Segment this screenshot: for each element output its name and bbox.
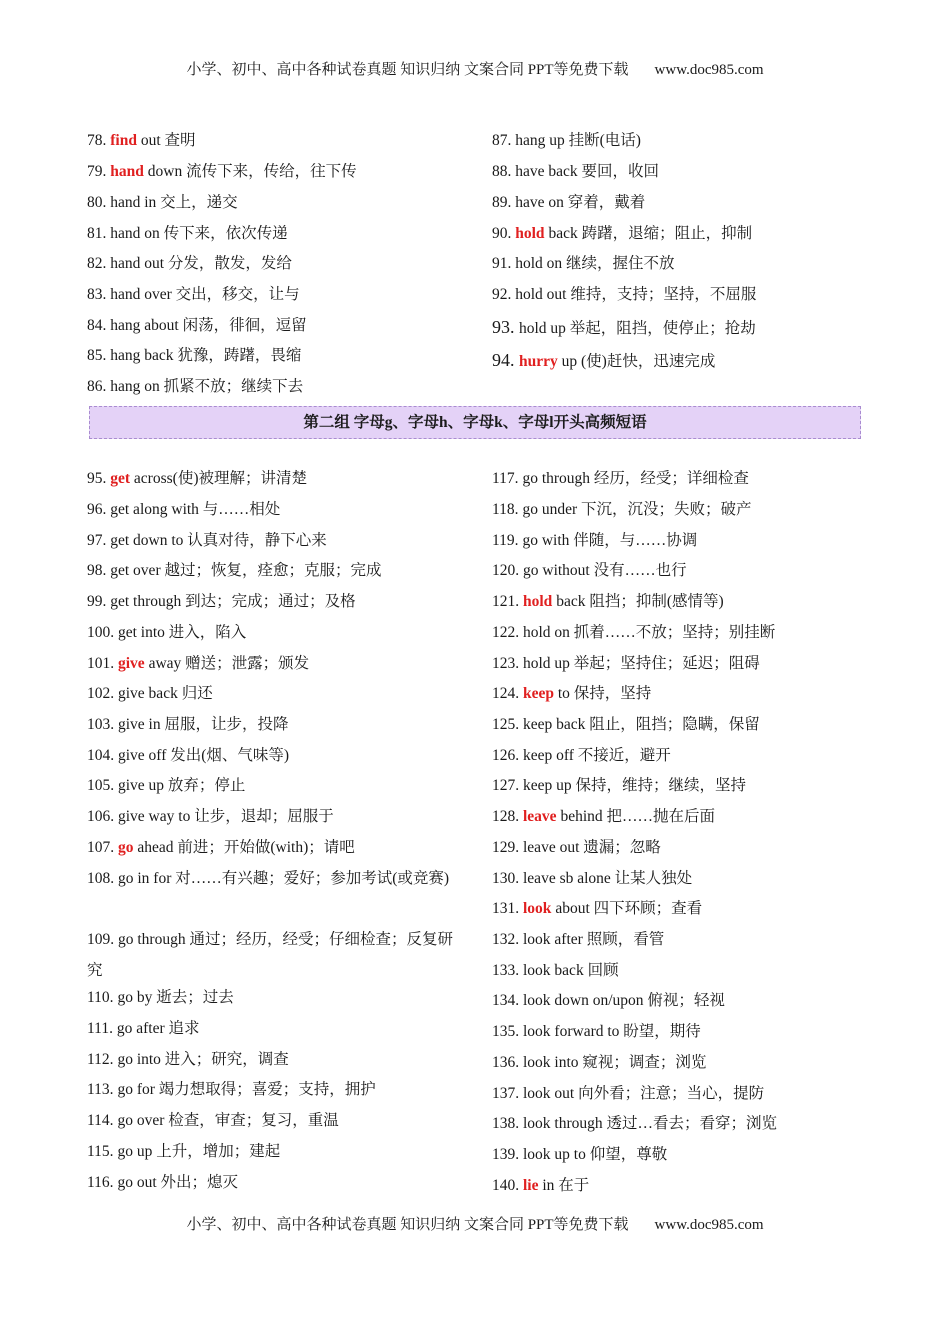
phrase-text: get through 到达；完成；通过；及格	[110, 593, 356, 610]
phrase-number: 111.	[87, 1020, 117, 1037]
phrase-text: look after 照顾，看管	[523, 931, 665, 948]
phrase-number: 81.	[87, 225, 111, 242]
phrase-number: 121.	[492, 593, 523, 610]
phrase-number: 93.	[492, 317, 519, 337]
phrase-number: 106.	[87, 808, 118, 825]
phrase-item	[492, 710, 872, 741]
phrase-number: 83.	[87, 286, 111, 303]
phrase-text: look through 透过…看去；看穿；浏览	[523, 1115, 778, 1132]
page-footer	[0, 1213, 950, 1234]
phrase-item	[87, 587, 467, 618]
phrase-keyword: go	[118, 839, 134, 856]
phrase-item	[492, 1140, 872, 1171]
phrase-text: get along with 与……相处	[110, 501, 281, 518]
phrase-keyword: hold	[515, 225, 545, 242]
phrase-text: keep off 不接近，避开	[523, 747, 671, 764]
phrase-item	[492, 345, 872, 378]
phrase-number: 118.	[492, 501, 523, 518]
phrase-item	[87, 771, 467, 802]
phrase-item	[87, 188, 467, 219]
phrase-item	[492, 956, 872, 987]
phrase-item	[87, 1014, 467, 1045]
phrase-text: go under 下沉，沉没；失败；破产	[522, 501, 752, 518]
phrase-text: go out 外出；熄灭	[117, 1174, 238, 1191]
phrase-item	[492, 526, 872, 557]
phrase-item	[492, 1109, 872, 1140]
phrase-item	[492, 986, 872, 1017]
phrase-text: look into 窥视；调查；浏览	[523, 1054, 707, 1071]
phrase-item	[87, 1137, 467, 1168]
phrase-item	[87, 464, 467, 495]
phrase-number: 88.	[492, 163, 516, 180]
phrase-text: go by 逝去；过去	[117, 989, 234, 1006]
phrase-item	[87, 341, 467, 372]
phrase-item	[87, 126, 467, 157]
phrase-text: back 阻挡；抑制(感情等)	[552, 593, 724, 610]
phrase-text: out 查明	[136, 132, 196, 149]
phrase-keyword: hand	[110, 163, 144, 180]
phrase-text: across(使)被理解；讲清楚	[130, 470, 307, 487]
phrase-number: 123.	[492, 655, 523, 672]
phrase-number: 96.	[87, 501, 111, 518]
phrase-number: 80.	[87, 194, 111, 211]
phrase-item	[87, 311, 467, 342]
phrase-item	[492, 126, 872, 157]
phrase-keyword: hurry	[519, 353, 558, 370]
phrase-number: 78.	[87, 132, 111, 149]
phrase-number: 131.	[492, 900, 523, 917]
phrase-number: 95.	[87, 470, 111, 487]
phrase-number: 136.	[492, 1054, 523, 1071]
phrase-text: keep up 保持，维持；继续，坚持	[523, 777, 747, 794]
footer-site: www.doc985.com	[654, 1217, 764, 1233]
phrase-text: hand out 分发，散发，发给	[110, 255, 292, 272]
phrase-text: get down to 认真对待，静下心来	[110, 532, 327, 549]
phrase-item	[492, 833, 872, 864]
phrase-item	[87, 556, 467, 587]
phrase-number: 137.	[492, 1085, 523, 1102]
phrase-number: 115.	[87, 1143, 118, 1160]
phrase-item	[492, 649, 872, 680]
phrase-number: 82.	[87, 255, 111, 272]
phrase-number: 124.	[492, 685, 523, 702]
phrase-item	[87, 372, 467, 403]
phrase-item	[87, 710, 467, 741]
phrase-text: go after 追求	[116, 1020, 200, 1037]
phrase-number: 90.	[492, 225, 516, 242]
phrase-item	[492, 741, 872, 772]
phrase-item	[492, 1048, 872, 1079]
phrase-number: 112.	[87, 1051, 118, 1068]
phrase-number: 89.	[492, 194, 516, 211]
phrase-number: 104.	[87, 747, 118, 764]
phrase-text: hang about 闲荡，徘徊，逗留	[110, 317, 307, 334]
phrase-text: hand over 交出，移交，让与	[110, 286, 300, 303]
phrase-text: about 四下环顾；查看	[551, 900, 703, 917]
phrase-item	[492, 219, 872, 250]
phrase-number: 91.	[492, 255, 516, 272]
phrase-number: 116.	[87, 1174, 118, 1191]
phrase-number: 86.	[87, 378, 111, 395]
phrase-number: 135.	[492, 1023, 523, 1040]
phrase-number: 105.	[87, 777, 118, 794]
phrase-number: 139.	[492, 1146, 523, 1163]
phrase-number: 113.	[87, 1081, 118, 1098]
phrase-text: go into 进入；研究，调查	[117, 1051, 289, 1068]
header-text: 小学、初中、高中各种试卷真题 知识归纳 文案合同 PPT等免费下载	[186, 62, 629, 78]
phrase-number: 117.	[492, 470, 523, 487]
phrase-item	[492, 495, 872, 526]
phrase-number: 110.	[87, 989, 118, 1006]
phrase-keyword: find	[110, 132, 137, 149]
phrase-text: leave sb alone 让某人独处	[523, 870, 693, 887]
phrase-number: 101.	[87, 655, 118, 672]
phrase-item	[492, 864, 872, 895]
phrase-item	[87, 983, 467, 1014]
phrase-text: hold on 继续，握住不放	[515, 255, 675, 272]
phrase-text: back 踌躇，退缩；阻止，抑制	[544, 225, 753, 242]
phrase-text: hang up 挂断(电话)	[515, 132, 641, 149]
phrase-text: go in for 对……有兴趣；爱好；参加考试(或竞赛)	[118, 870, 450, 887]
phrase-item	[87, 802, 467, 833]
phrase-item	[87, 157, 467, 188]
phrase-item	[87, 1045, 467, 1076]
phrase-item	[87, 833, 467, 864]
footer-text: 小学、初中、高中各种试卷真题 知识归纳 文案合同 PPT等免费下载	[186, 1217, 629, 1233]
phrase-number: 99.	[87, 593, 111, 610]
phrase-number: 87.	[492, 132, 516, 149]
phrase-text: go without 没有……也行	[523, 562, 687, 579]
phrase-item	[87, 741, 467, 772]
phrase-text: look back 回顾	[523, 962, 619, 979]
phrase-number: 102.	[87, 685, 118, 702]
phrase-number: 107.	[87, 839, 118, 856]
phrase-number: 109.	[87, 931, 118, 948]
phrase-number: 129.	[492, 839, 523, 856]
phrase-text: behind 把……抛在后面	[556, 808, 716, 825]
phrase-item	[87, 249, 467, 280]
phrase-item	[492, 280, 872, 311]
page-header	[0, 58, 950, 79]
phrase-item	[87, 280, 467, 311]
phrase-text: hold on 抓着……不放；坚持；别挂断	[523, 624, 776, 641]
phrase-text: to 保持，坚持	[554, 685, 652, 702]
phrase-item	[87, 1106, 467, 1137]
phrase-keyword: lie	[523, 1177, 539, 1194]
phrase-number: 97.	[87, 532, 111, 549]
phrase-text: give way to 让步，退却；屈服于	[118, 808, 334, 825]
phrase-text: look up to 仰望，尊敬	[523, 1146, 668, 1163]
phrase-item	[492, 249, 872, 280]
phrase-number: 140.	[492, 1177, 523, 1194]
phrase-item	[87, 618, 467, 649]
phrase-text: hold up 举起，阻挡，使停止；抢劫	[519, 320, 756, 337]
phrase-number: 133.	[492, 962, 523, 979]
header-site: www.doc985.com	[654, 62, 764, 78]
phrase-number: 98.	[87, 562, 111, 579]
phrase-number: 114.	[87, 1112, 118, 1129]
phrase-item	[492, 1017, 872, 1048]
phrase-text: go for 竭力想取得；喜爱；支持，拥护	[117, 1081, 376, 1098]
phrase-text: give in 屈服，让步，投降	[118, 716, 289, 733]
phrase-item	[492, 312, 872, 345]
phrase-text: down 流传下来，传给，往下传	[143, 163, 357, 180]
phrase-text: ahead 前进；开始做(with)；请吧	[133, 839, 355, 856]
phrase-text: look down on/upon 俯视；轻视	[523, 992, 725, 1009]
phrase-number: 126.	[492, 747, 523, 764]
phrase-item	[492, 587, 872, 618]
phrase-number: 120.	[492, 562, 523, 579]
phrase-number: 119.	[492, 532, 523, 549]
phrase-text: hang back 犹豫，踌躇，畏缩	[110, 347, 302, 364]
phrase-text: go with 伴随，与……协调	[522, 532, 698, 549]
phrase-number: 85.	[87, 347, 111, 364]
phrase-number: 122.	[492, 624, 523, 641]
phrase-text: have back 要回，收回	[515, 163, 660, 180]
phrase-item	[87, 526, 467, 557]
phrase-text: hang on 抓紧不放；继续下去	[110, 378, 304, 395]
phrase-text: keep back 阻止，阻挡；隐瞒，保留	[523, 716, 760, 733]
phrase-keyword: keep	[523, 685, 554, 702]
phrase-item	[87, 1075, 467, 1106]
phrase-text: go through 通过；经历，经受；仔细检查；反复研究	[87, 931, 453, 979]
phrase-item	[492, 157, 872, 188]
phrase-keyword: get	[110, 470, 131, 487]
phrase-number: 125.	[492, 716, 523, 733]
phrase-number: 128.	[492, 808, 523, 825]
phrase-text: away 赠送；泄露；颁发	[144, 655, 310, 672]
phrase-number: 130.	[492, 870, 523, 887]
phrase-item	[87, 925, 467, 986]
phrase-number: 79.	[87, 163, 111, 180]
phrase-text: give off 发出(烟、气味等)	[118, 747, 290, 764]
phrase-text: hold out 维持，支持；坚持，不屈服	[515, 286, 757, 303]
phrase-text: look out 向外看；注意；当心，提防	[523, 1085, 765, 1102]
phrase-item	[492, 188, 872, 219]
phrase-item	[87, 495, 467, 526]
phrase-text: give up 放弃；停止	[118, 777, 246, 794]
phrase-number: 108.	[87, 870, 118, 887]
phrase-text: give back 归还	[118, 685, 213, 702]
phrase-keyword: leave	[523, 808, 557, 825]
phrase-item	[492, 556, 872, 587]
phrase-number: 94.	[492, 350, 519, 370]
phrase-text: go through 经历，经受；详细检查	[522, 470, 749, 487]
phrase-item	[492, 894, 872, 925]
phrase-text: leave out 遗漏；忽略	[523, 839, 661, 856]
phrase-item	[87, 649, 467, 680]
phrase-item	[492, 925, 872, 956]
phrase-keyword: hold	[523, 593, 553, 610]
phrase-keyword: give	[118, 655, 145, 672]
phrase-item	[492, 464, 872, 495]
phrase-number: 100.	[87, 624, 118, 641]
phrase-item	[492, 679, 872, 710]
section-banner: 第二组 字母g、字母h、字母k、字母l开头高频短语	[89, 406, 861, 439]
phrase-number: 127.	[492, 777, 523, 794]
phrase-text: in 在于	[538, 1177, 590, 1194]
phrase-number: 84.	[87, 317, 111, 334]
phrase-text: up (使)赶快，迅速完成	[557, 353, 716, 370]
phrase-number: 92.	[492, 286, 516, 303]
phrase-item	[87, 864, 467, 895]
phrase-keyword: look	[523, 900, 552, 917]
phrase-number: 103.	[87, 716, 118, 733]
phrase-item	[492, 802, 872, 833]
phrase-item	[87, 679, 467, 710]
phrase-text: go over 检查，审查；复习，重温	[117, 1112, 339, 1129]
phrase-number: 138.	[492, 1115, 523, 1132]
phrase-text: go up 上升，增加；建起	[117, 1143, 281, 1160]
phrase-text: get over 越过；恢复，痊愈；克服；完成	[110, 562, 382, 579]
phrase-text: get into 进入，陷入	[118, 624, 247, 641]
phrase-text: look forward to 盼望，期待	[523, 1023, 701, 1040]
phrase-item	[492, 1171, 872, 1202]
phrase-number: 132.	[492, 931, 523, 948]
phrase-text: hold up 举起；坚持住；延迟；阻碍	[523, 655, 760, 672]
phrase-item	[492, 771, 872, 802]
phrase-text: have on 穿着，戴着	[515, 194, 646, 211]
phrase-number: 134.	[492, 992, 523, 1009]
phrase-item	[87, 1168, 467, 1199]
phrase-item	[87, 219, 467, 250]
phrase-item	[492, 618, 872, 649]
phrase-item	[492, 1079, 872, 1110]
phrase-text: hand on 传下来，依次传递	[110, 225, 288, 242]
phrase-text: hand in 交上，递交	[110, 194, 238, 211]
